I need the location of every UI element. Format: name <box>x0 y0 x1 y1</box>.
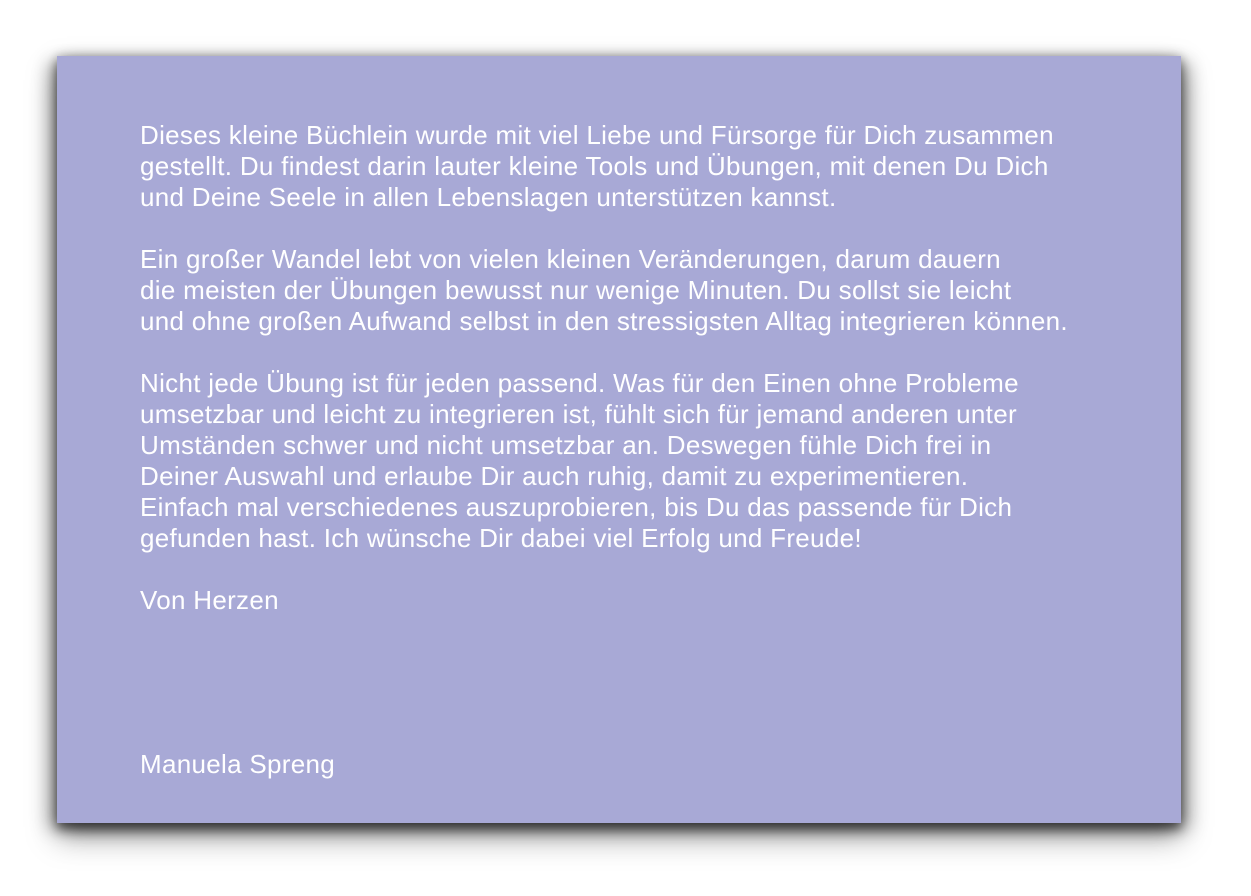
text-line: und ohne großen Aufwand selbst in den stressigsten Alltag integrieren können. <box>140 306 1068 336</box>
text-line: und Deine Seele in allen Lebenslagen unterstützen kannst. <box>140 182 837 212</box>
paragraph-uebungen <box>140 368 1121 554</box>
text-line: Deiner Auswahl und erlaube Dir auch ruhig, damit zu experimentieren. <box>140 461 969 491</box>
text-line: Dieses kleine Büchlein wurde mit viel Liebe und Fürsorge für Dich zusammen <box>140 120 1054 150</box>
paragraph-wandel <box>140 244 1121 337</box>
closing-line <box>140 585 1121 616</box>
text-line: Einfach mal verschiedenes auszuprobieren, bis Du das passende für Dich <box>140 492 1013 522</box>
text-line: umsetzbar und leicht zu integrieren ist, fühlt sich für jemand anderen unter <box>140 399 1017 429</box>
text-line: Nicht jede Übung ist für jeden passend. Was für den Einen ohne Probleme <box>140 368 1019 398</box>
text-line: Von Herzen <box>140 585 279 615</box>
letter-card <box>57 56 1181 823</box>
text-line: gestellt. Du findest darin lauter kleine Tools und Übungen, mit denen Du Dich <box>140 151 1049 181</box>
signature-line <box>140 749 1121 780</box>
text-line: Ein großer Wandel lebt von vielen kleinen Veränderungen, darum dauern <box>140 244 1001 274</box>
letter-text <box>140 120 1121 780</box>
text-line: gefunden hast. Ich wünsche Dir dabei viel Erfolg und Freude! <box>140 523 862 553</box>
text-line: die meisten der Übungen bewusst nur wenige Minuten. Du sollst sie leicht <box>140 275 1012 305</box>
paragraph-intro <box>140 120 1121 213</box>
text-line: Umständen schwer und nicht umsetzbar an. Deswegen fühle Dich frei in <box>140 430 992 460</box>
text-line: Manuela Spreng <box>140 749 335 779</box>
